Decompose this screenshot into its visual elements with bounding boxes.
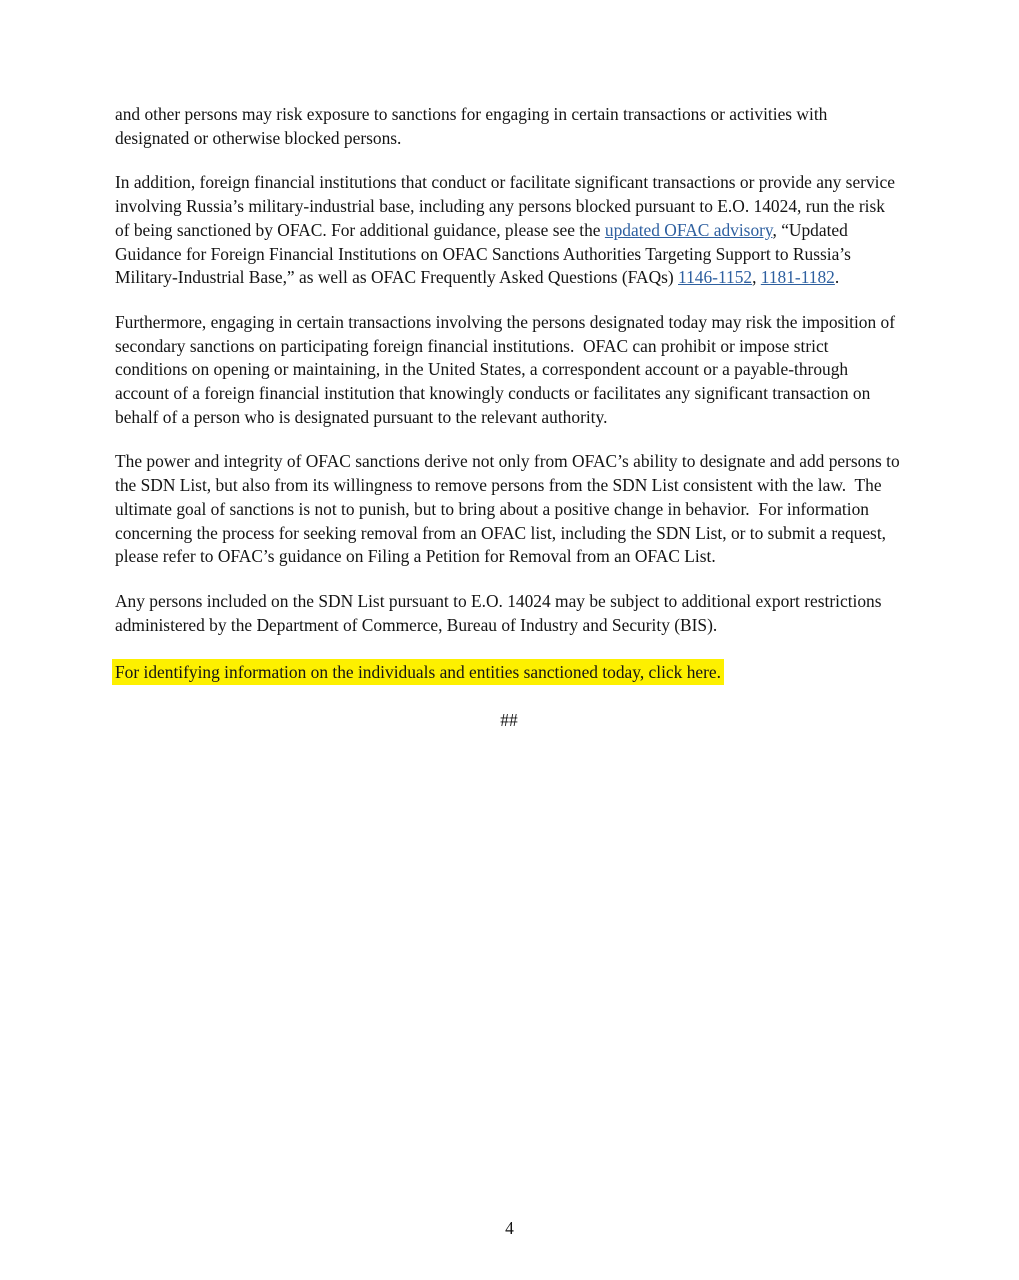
text-run: and other persons may risk exposure to sanctions for engaging in certain transactions or activities with designated or otherwise blocked persons. xyxy=(115,104,832,148)
document-body xyxy=(115,103,903,733)
text-run: , xyxy=(752,267,761,288)
text-run: The power and integrity of OFAC sanctions derive not only from OFAC’s ability to designate and add persons to the SDN List, but also from its willingness to remove persons from the SDN List consistent with the law. The ultimate goal of sanctions is not to punish, but to bring about a positive change in behavior. For information concerning the process for seeking removal from an OFAC list, including the SDN List, or to submit a request, please refer to OFAC’s guidance on Filing a Petition for Removal from an OFAC List. xyxy=(115,451,905,567)
link-updated-ofac-advisory[interactable]: updated OFAC advisory xyxy=(604,219,773,240)
paragraph xyxy=(115,450,903,569)
text-run: Furthermore, engaging in certain transactions involving the persons designated today may risk the imposition of secondary sanctions on participating foreign financial institutions. OFAC can prohibit or impose strict conditions on opening or maintaining, in the United States, a correspondent account or a payable-through account of a foreign financial institution that knowingly conducts or facilitates any significant transaction on behalf of a person who is designated pursuant to the relevant authority. xyxy=(115,311,900,427)
text-run: For identifying information on the individuals and entities sanctioned today, xyxy=(115,662,649,683)
text-run: Any persons included on the SDN List pursuant to E.O. 14024 may be subject to additional export restrictions administered by the Department of Commerce, Bureau of Industry and Security (BIS). xyxy=(115,590,886,635)
link-1146-1152[interactable]: 1146-1152 xyxy=(678,267,753,288)
link-click-here[interactable]: click here. xyxy=(648,662,721,683)
highlighted-paragraph xyxy=(115,661,903,685)
paragraph xyxy=(115,171,903,290)
text-run: , “Updated Guidance for Foreign Financial Institutions on OFAC Sanctions Authorities Targeting Support to Russia’s Military-Industrial Base,” as well as OFAC Frequently Asked Questions (FAQs) xyxy=(115,219,856,288)
end-of-document-marker: ## xyxy=(500,710,518,731)
paragraph xyxy=(115,311,903,430)
paragraph xyxy=(115,103,903,150)
text-run: . xyxy=(834,267,840,288)
link-1181-1182[interactable]: 1181-1182 xyxy=(760,267,835,288)
paragraph xyxy=(115,590,903,637)
text-run: In addition, foreign financial institutions that conduct or facilitate significant transactions or provide any service involving Russia’s military-industrial base, including any persons blocked pursuant to E.O. 14024, run the risk of being sanctioned by OFAC. For additional guidance, please see the xyxy=(115,172,900,240)
page-number: 4 xyxy=(505,1218,514,1238)
paragraphs-container xyxy=(115,103,903,685)
